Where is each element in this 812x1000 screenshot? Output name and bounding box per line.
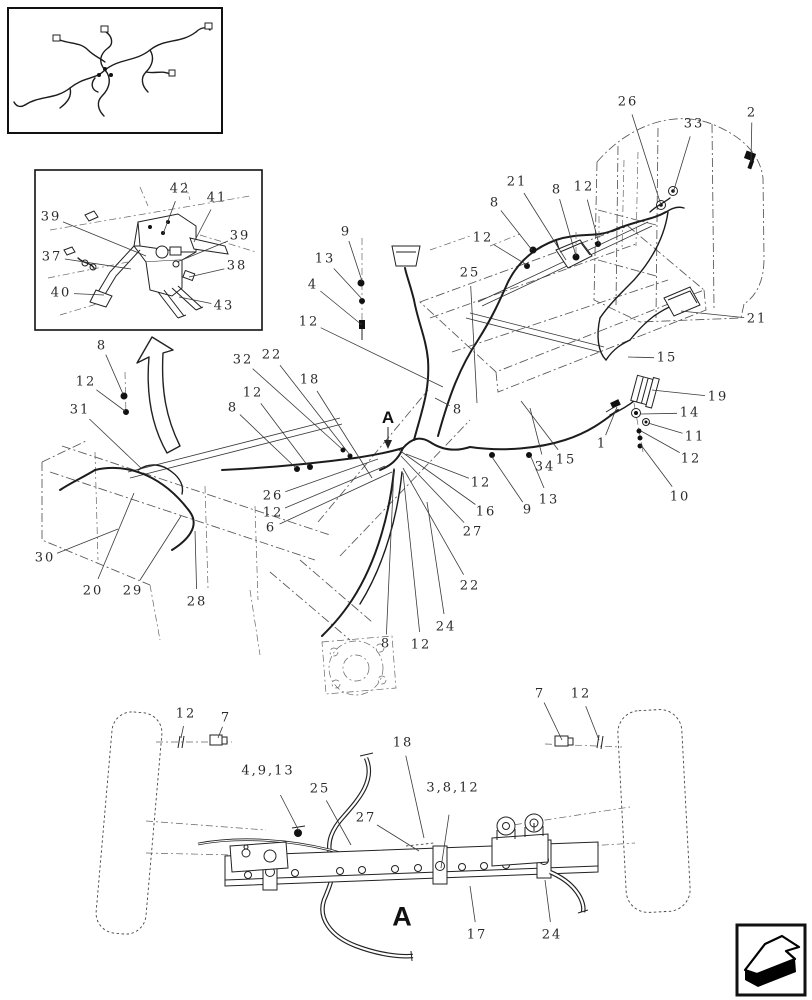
callout-12: 12 [410,637,432,653]
callout-26: 26 [262,488,284,504]
leader-line-30 [57,529,118,553]
leader-line-12 [403,473,420,632]
leader-line-25 [471,286,477,403]
leader-line-29 [140,516,181,580]
callout-25: 25 [309,781,331,797]
callout-12: 12 [262,505,284,521]
leader-line-12 [406,454,469,478]
callout-1: 1 [596,436,608,452]
leader-line-7 [218,727,223,738]
callout-7: 7 [220,710,232,726]
callout-12: 12 [470,475,492,491]
leader-line-14 [641,413,677,414]
leader-line-26 [632,114,661,205]
leader-line-27 [377,825,419,851]
callout-22: 22 [261,347,283,363]
leader-line-12 [494,245,527,265]
leader-line-8 [435,398,450,406]
callout-39: 39 [40,209,62,225]
leader-line-18 [406,756,424,838]
callout-42: 42 [169,181,191,197]
callout-28: 28 [186,594,208,610]
callout-12: 12 [175,706,197,722]
leader-line-25 [326,800,351,845]
callout-12: 12 [573,179,595,195]
callout-32: 32 [232,352,254,368]
callout-29: 29 [122,583,144,599]
callout-14: 14 [679,405,701,421]
callout-40: 40 [50,285,72,301]
leader-line-10 [641,445,672,487]
leader-line-4-9-13 [280,795,299,831]
callout-9: 9 [340,224,352,240]
callout-8: 8 [489,195,501,211]
callout-18: 18 [299,372,321,388]
callout-12: 12 [570,686,592,702]
callout-10: 10 [669,489,691,505]
leader-line-7 [544,703,562,740]
leader-line-21 [681,311,744,318]
leader-line-17 [470,886,475,922]
leader-line-12 [96,390,125,411]
callout-38: 38 [226,258,248,274]
leader-line-33 [673,136,690,193]
callout-8: 8 [452,402,464,418]
leader-line-41 [194,210,211,243]
callout-16: 16 [475,504,497,520]
callout-6: 6 [265,520,277,536]
leader-line-21 [524,193,566,260]
leader-line-20 [98,493,134,579]
leader-line-8 [106,355,123,394]
leader-line-16 [399,450,475,505]
leader-line-12 [587,200,599,244]
leader-line-12 [641,431,680,453]
callout-15: 15 [656,350,678,366]
callout-2: 2 [746,105,758,121]
callout-27: 27 [355,810,377,826]
callout-9: 9 [522,502,534,518]
callout-21: 21 [746,311,768,327]
leader-line-1 [606,407,617,435]
callout-8: 8 [551,182,563,198]
callout-24: 24 [435,619,457,635]
callout-39: 39 [229,228,251,244]
leader-line-15 [521,401,558,450]
leader-line-15 [628,357,654,358]
callout-21: 21 [506,174,528,190]
section-label-detail-a: A [392,901,412,932]
callout-3-8-12: 3,8,12 [426,780,480,796]
callout-27: 27 [462,524,484,540]
leader-line-37 [65,259,131,269]
leader-line-9 [349,241,362,281]
leader-line-24 [427,502,444,614]
section-label-main: A [381,408,395,427]
callout-8: 8 [227,400,239,416]
callout-30: 30 [34,550,56,566]
leader-line-8 [240,415,296,468]
callout-7: 7 [534,686,546,702]
leader-line-40 [74,294,104,295]
leader-line-12 [321,328,443,387]
callout-24: 24 [541,927,563,943]
callout-12: 12 [75,374,97,390]
leader-line-11 [648,423,683,433]
callout-11: 11 [684,429,706,445]
leader-line-12 [586,706,599,740]
leader-line-39 [63,222,146,256]
leader-line-8 [386,468,394,635]
callout-31: 31 [69,402,91,418]
callout-41: 41 [206,190,228,206]
callout-12: 12 [242,385,264,401]
callout-8: 8 [96,338,108,354]
callout-13: 13 [538,492,560,508]
leader-line-8 [501,211,532,251]
callout-8: 8 [380,636,392,652]
leader-line-39 [177,241,228,262]
leader-line-42 [163,201,175,234]
callout-43: 43 [213,298,235,314]
callout-33: 33 [683,116,705,132]
leader-line-43 [179,297,211,304]
callout-34: 34 [534,459,556,475]
callout-19: 19 [707,389,729,405]
leader-line-8 [560,199,576,256]
callout-22: 22 [459,578,481,594]
callout-37: 37 [41,249,63,265]
callout-12: 12 [298,314,320,330]
leader-line-38 [189,269,224,277]
callout-13: 13 [314,251,336,267]
callout-17: 17 [466,927,488,943]
leader-line-9 [492,457,523,502]
callout-12: 12 [680,451,702,467]
leader-line-6 [280,472,392,524]
leader-line-2 [751,123,752,163]
leader-line-12 [181,726,184,738]
callout-18: 18 [392,735,414,751]
callout-26: 26 [617,94,639,110]
leader-line-3-8-12 [441,815,449,868]
leader-line-13 [334,269,362,300]
callout-15: 15 [555,452,577,468]
leader-line-18 [317,391,372,478]
leader-line-4 [320,291,362,325]
callout-4: 4 [307,277,319,293]
callout-20: 20 [82,583,104,599]
leader-line-26 [285,459,378,492]
leader-line-19 [652,390,705,396]
callout-12: 12 [472,230,494,246]
leader-line-31 [89,419,142,469]
leader-line-24 [545,880,550,922]
leader-line-12 [285,466,385,508]
callout-4-9-13: 4,9,13 [241,763,295,779]
callout-25: 25 [459,265,481,281]
leader-line-28 [195,531,197,589]
